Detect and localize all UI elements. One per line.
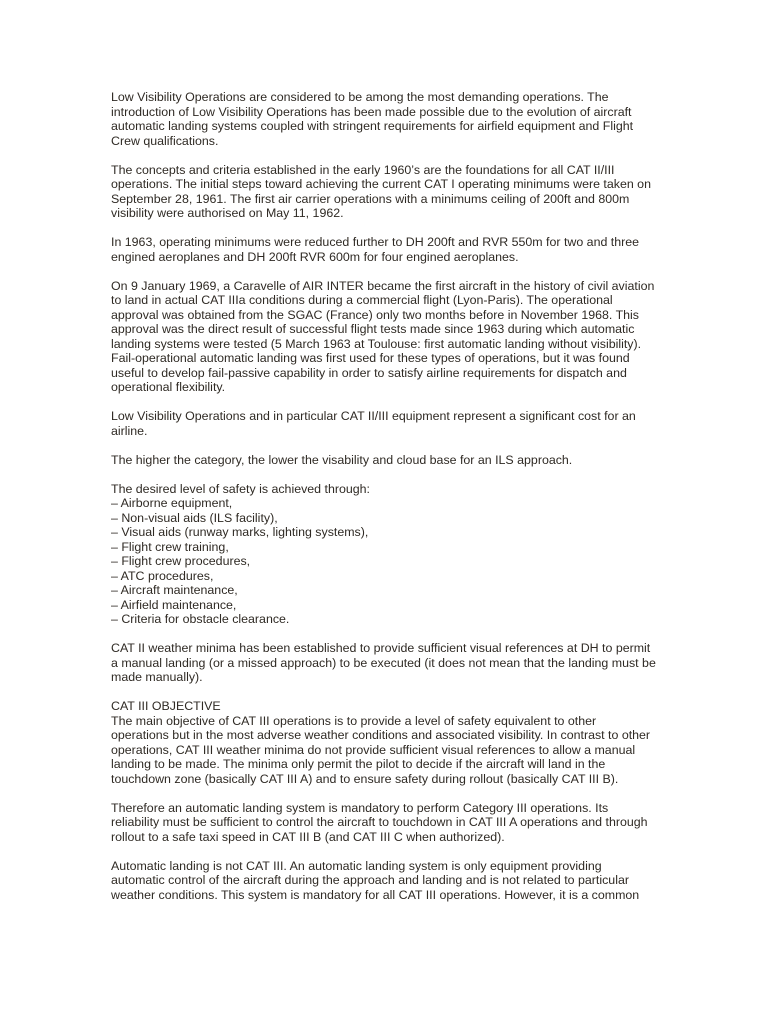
paragraph-category: The higher the category, the lower the visability and cloud base for an ILS approach. <box>111 452 573 467</box>
paragraph-cat2-minima: CAT II weather minima has been established to provide sufficient visual references at DH to permit a manual landing (or a missed approach) to be executed (it does not mean that the landing must be made manually). <box>111 641 656 684</box>
list-item: – Airfield maintenance, <box>111 597 237 612</box>
safety-list <box>111 496 656 627</box>
list-item: – Non-visual aids (ILS facility), <box>111 510 278 525</box>
list-item: – Airborne equipment, <box>111 496 233 510</box>
list-item: – ATC procedures, <box>111 568 214 583</box>
list-item: – Aircraft maintenance, <box>111 583 238 597</box>
safety-section <box>111 482 656 627</box>
list-item: – Criteria for obstacle clearance. <box>111 612 290 626</box>
list-item: – Visual aids (runway marks, lighting systems), <box>111 525 369 539</box>
paragraph-intro: Low Visibility Operations are considered to be among the most demanding operations. The introduction of Low Visibility Operations has been made possible due to the evolution of aircraft automatic landing systems coupled with stringent requirements for airfield equipment and Flight Crew qualifications. <box>111 90 634 148</box>
paragraph-history-1960s: The concepts and criteria established in the early 1960’s are the foundations for all CAT II/III operations. The initial steps toward achieving the current CAT I operating minimums were taken on September 28, 1961. The first air carrier operations with a minimums ceiling of 200ft and 800m visibility were authorised on May 11, 1962. <box>111 162 651 220</box>
list-item: – Flight crew procedures, <box>111 554 251 568</box>
paragraph-cost: Low Visibility Operations and in particular CAT II/III equipment represent a significant cost for an airline. <box>111 409 636 438</box>
safety-intro: The desired level of safety is achieved through: <box>111 481 370 496</box>
paragraph-autoland-mandatory: Therefore an automatic landing system is mandatory to perform Category III operations. Its reliability must be sufficient to control the aircraft to touchdown in CAT III A operations and through rollout to a safe taxi speed in CAT III B (and CAT III C when authorized). <box>111 800 648 844</box>
paragraph-autoland-not-cat3: Automatic landing is not CAT III. An automatic landing system is only equipment providing automatic control of the aircraft during the approach and landing and is not related to particular weather conditions. This system is mandatory for all CAT III operations. However, it is a common <box>111 858 640 902</box>
section-heading-cat3-objective: CAT III OBJECTIVE <box>111 699 221 713</box>
paragraph-1963-minimums: In 1963, operating minimums were reduced further to DH 200ft and RVR 550m for two and three engined aeroplanes and DH 200ft RVR 600m for four engined aeroplanes. <box>111 235 640 264</box>
document-page <box>111 90 656 902</box>
list-item: – Flight crew training, <box>111 539 229 554</box>
paragraph-cat3-objective: The main objective of CAT III operations is to provide a level of safety equivalent to other operations but in the most adverse weather conditions and associated visibility. In contrast to other operations, CAT III weather minima do not provide sufficient visual references to allow a manual landing to be made. The minima only permit the pilot to decide if the aircraft will land in the touchdown zone (basically CAT III A) and to ensure safety during rollout (basically CAT III B). <box>111 713 651 786</box>
paragraph-caravelle-1969: On 9 January 1969, a Caravelle of AIR INTER became the first aircraft in the history of civil aviation to land in actual CAT IIIa conditions during a commercial flight (Lyon-Paris). The operational approval was obtained from the SGAC (France) only two months before in November 1968. This approval was the direct result of successful flight tests made since 1963 during which automatic landing systems were tested (5 March 1963 at Toulouse: first automatic landing without visibility). Fail-operational automatic landing was first used for these types of operations, but it was found useful to develop fail-passive capability in order to satisfy airline requirements for dispatch and operational flexibility. <box>111 278 655 394</box>
